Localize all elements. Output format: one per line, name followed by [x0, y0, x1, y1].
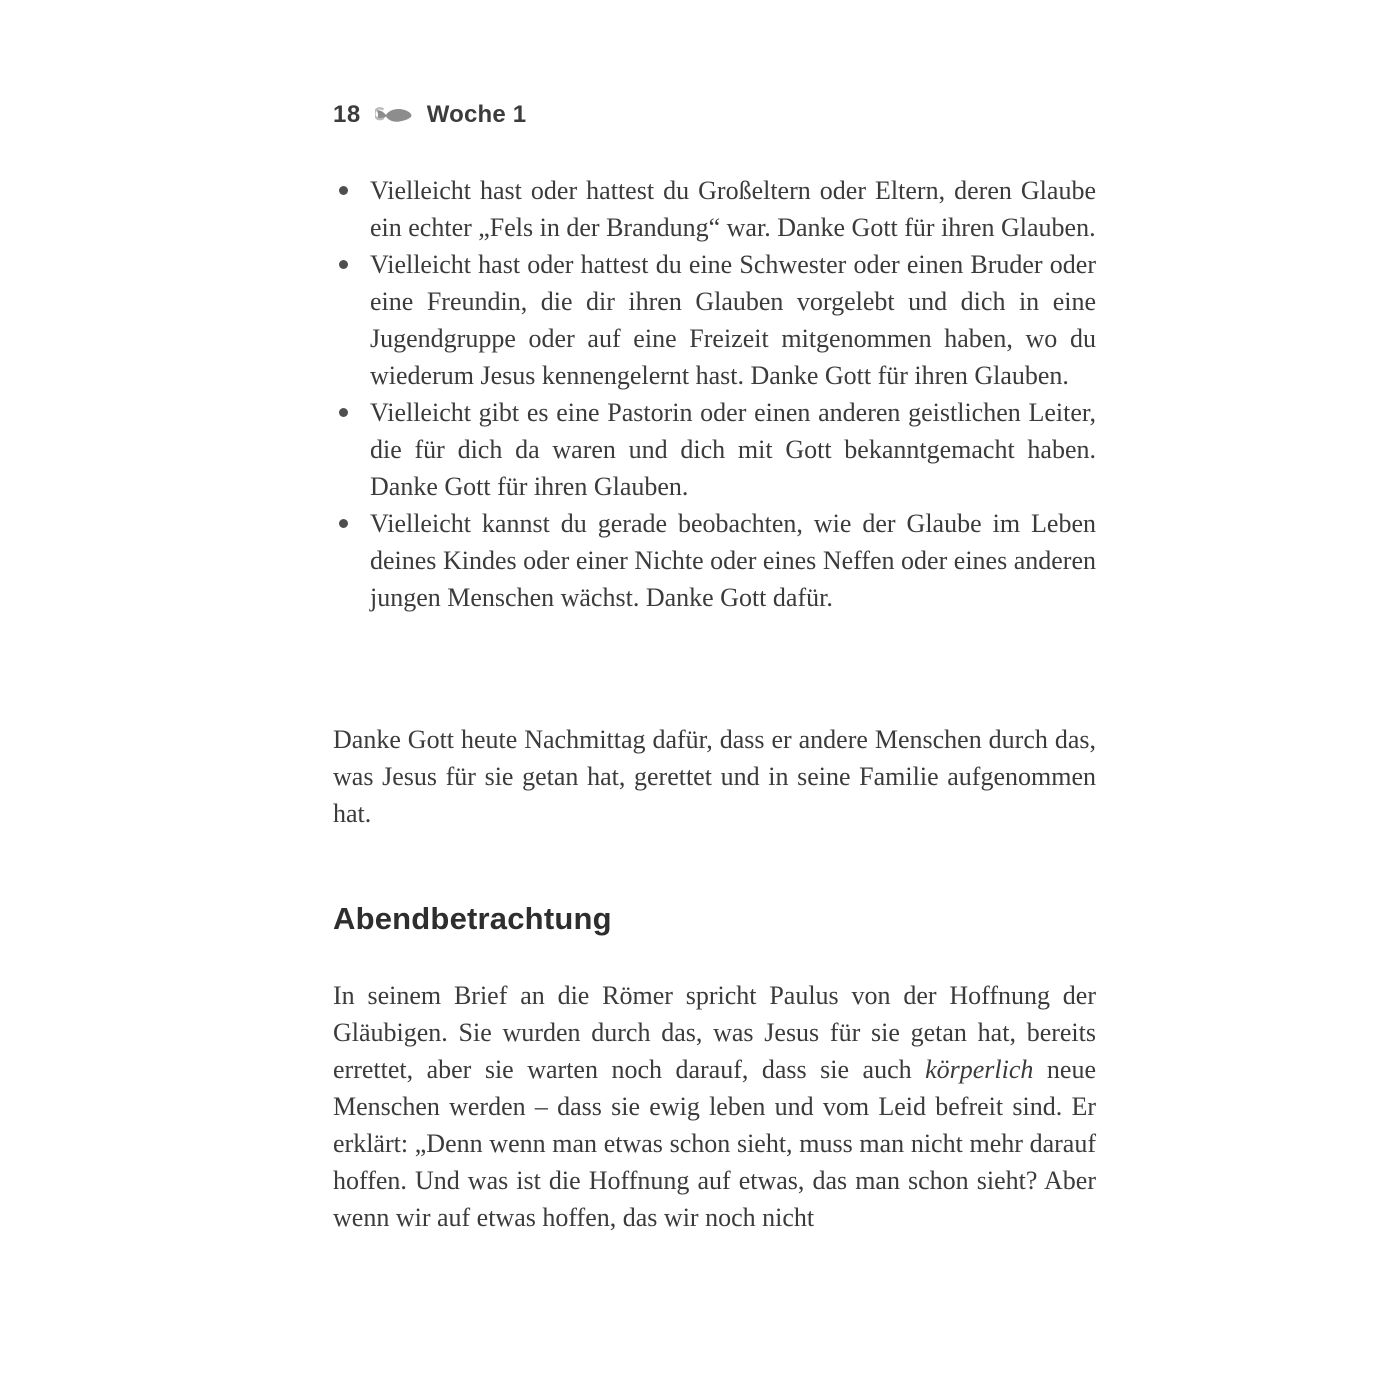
list-item	[333, 505, 1096, 616]
running-head	[333, 101, 526, 129]
running-head-label: Woche 1	[426, 101, 527, 128]
bullet-text: Vielleicht kannst du gerade beobachten, wie der Glaube im Leben deines Kindes oder einer Nichte oder eines Neffen oder eines anderen jungen Menschen wächst. Danke Gott dafür.	[370, 509, 1096, 612]
list-item	[333, 394, 1096, 505]
bullet-icon	[339, 408, 348, 417]
evening-text-lead: In seinem Brief an die Römer spricht Paulus von der Hoffnung der Gläubigen. Sie wurden durch das, was Jesus für sie getan hat, bereits errettet, aber sie warten noch darauf, dass sie auch	[333, 981, 1096, 1084]
bullet-icon	[339, 186, 348, 195]
text-block	[333, 0, 1096, 1400]
evening-reflection-paragraph	[333, 977, 1096, 1236]
bullet-icon	[339, 519, 348, 528]
bullet-icon	[339, 260, 348, 269]
list-item	[333, 172, 1096, 246]
afternoon-prayer-paragraph: Danke Gott heute Nachmittag dafür, dass er andere Menschen durch das, was Jesus für sie getan hat, gerettet und in seine Familie aufgenommen hat.	[333, 725, 1096, 828]
section-heading: Abendbetrachtung	[333, 901, 612, 936]
bullet-text: Vielleicht hast oder hattest du Großeltern oder Eltern, deren Glaube ein echter „Fels in der Brandung“ war. Danke Gott für ihren Glauben.	[370, 176, 1096, 242]
bullet-text: Vielleicht hast oder hattest du eine Schwester oder einen Bruder oder eine Freundin, die dir ihren Glauben vorgelebt und dich in eine Jugendgruppe oder auf eine Freizeit mitgenommen haben, wo du wiederum Jesus kennengelernt hast. Danke Gott für ihren Glauben.	[370, 250, 1096, 390]
evening-text-rest: neue Menschen werden – dass sie ewig leben und vom Leid befreit sind. Er erklärt: „Denn wenn man etwas schon sieht, muss man nicht mehr darauf hoffen. Und was ist die Hoffnung auf etwas, das man schon sieht? Aber wenn wir auf etwas hoffen, das wir noch nicht	[333, 1055, 1096, 1232]
whale-ornament-icon	[375, 105, 413, 125]
bullet-text: Vielleicht gibt es eine Pastorin oder einen anderen geistlichen Leiter, die für dich da waren und dich mit Gott bekanntgemacht haben. Danke Gott für ihren Glauben.	[370, 398, 1096, 501]
gratitude-bullet-list	[333, 172, 1096, 616]
page-number: 18	[333, 101, 361, 128]
evening-text-emphasis: körperlich	[925, 1055, 1034, 1084]
list-item	[333, 246, 1096, 394]
